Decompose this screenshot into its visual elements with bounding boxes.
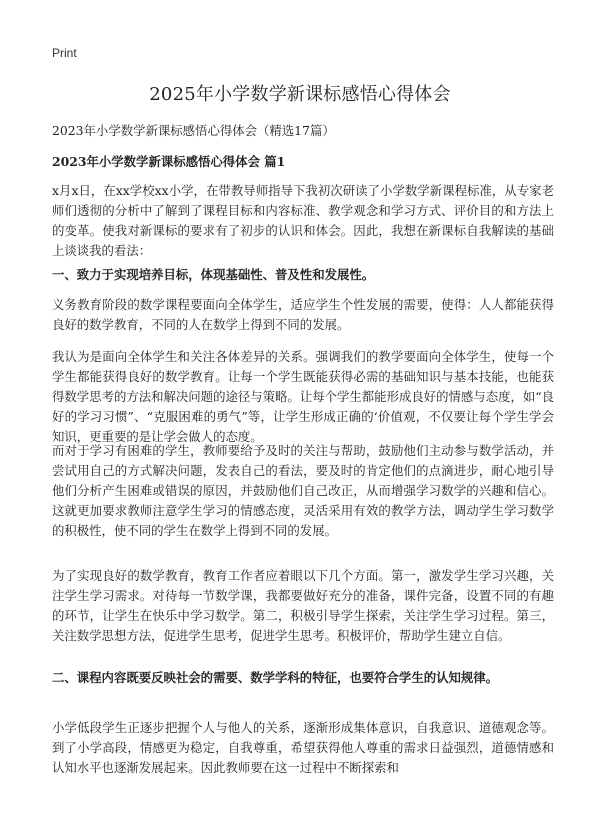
print-link[interactable]: Print — [52, 46, 77, 60]
paragraph: 小学低段学生正逐步把握个人与他人的关系，逐渐形成集体意识，自我意识、道德观念等。到了小学高段，情感更为稳定，自我尊重，希望获得他人尊重的需求日益强烈，道德情感和认知水平也逐渐发展起来。因此教师要在这一过程中不断探索和 — [52, 720, 554, 775]
paragraph: 而对于学习有困难的学生，教师要给予及时的关注与帮助，鼓励他们主动参与数学活动，并尝试用自己的方式解决问题，发表自己的看法，要及时的肯定他们的点滴进步，耐心地引导他们分析产生困难或错误的原因，并鼓励他们自己改正，从而增强学习数学的兴趣和信心。这就更加要求教师注意学生学习的情感态度，灵活采用有效的教学方法，调动学生学习数学的积极性，使不同的学生在数学上得到不同的发展。 — [52, 443, 554, 538]
section-heading: 2023年小学数学新课标感悟心得体会 篇1 — [52, 154, 286, 169]
heading-point-one: 一、致力于实现培养目标，体现基础性、普及性和发展性。 — [52, 267, 375, 282]
paragraph: 为了实现良好的数学教育，教育工作者应着眼以下几个方面。第一，激发学生学习兴趣，关注学生学习需求。对待每一节数学课，我都要做好充分的准备，课件完备，设置不同的有趣的环节，让学生在快乐中学习数学。第二，积极引导学生探索，关注学生学习过程。第三，关注数学思想方法，促进学生思考，促进学生思考。积极评价，帮助学生建立自信。 — [52, 568, 554, 643]
heading-point-two: 二、课程内容既要反映社会的需要、数学学科的特征，也要符合学生的认知规律。 — [52, 670, 499, 685]
paragraph: 义务教育阶段的数学课程要面向全体学生，适应学生个性发展的需要，使得：人人都能获得良好的数学教育，不同的人在数学上得到不同的发展。 — [52, 297, 554, 332]
paragraph: 我认为是面向全体学生和关注各体差异的关系。强调我们的教学要面向全体学生，使每一个学生都能获得良好的数学教育。让每一个学生既能获得必需的基础知识与基本技能，也能获得数学思考的方法和解决问题的途径与策略。让每个学生都能形成良好的情感与态度，如“良好的学习习惯”、“克服困难的勇气”等，让学生形成正确的‘价值观，不仅要让每个学生学会知识，更重要的是让学会做人的态度。 — [52, 349, 554, 444]
document-subtitle: 2023年小学数学新课标感悟心得体会（精选17篇） — [52, 123, 335, 138]
page-title: 2025年小学数学新课标感悟心得体会 — [149, 84, 451, 105]
paragraph-intro: x月x日，在xx学校xx小学，在带教导师指导下我初次研读了小学数学新课程标准，从专家老师们透彻的分析中了解到了课程目标和内容标准、教学观念和学习方式、评价目的和方法上的变革。使我对新课标的要求有了初步的认识和体会。因此，我想在新课标自我解读的基础上谈谈我的看法： — [52, 183, 554, 258]
